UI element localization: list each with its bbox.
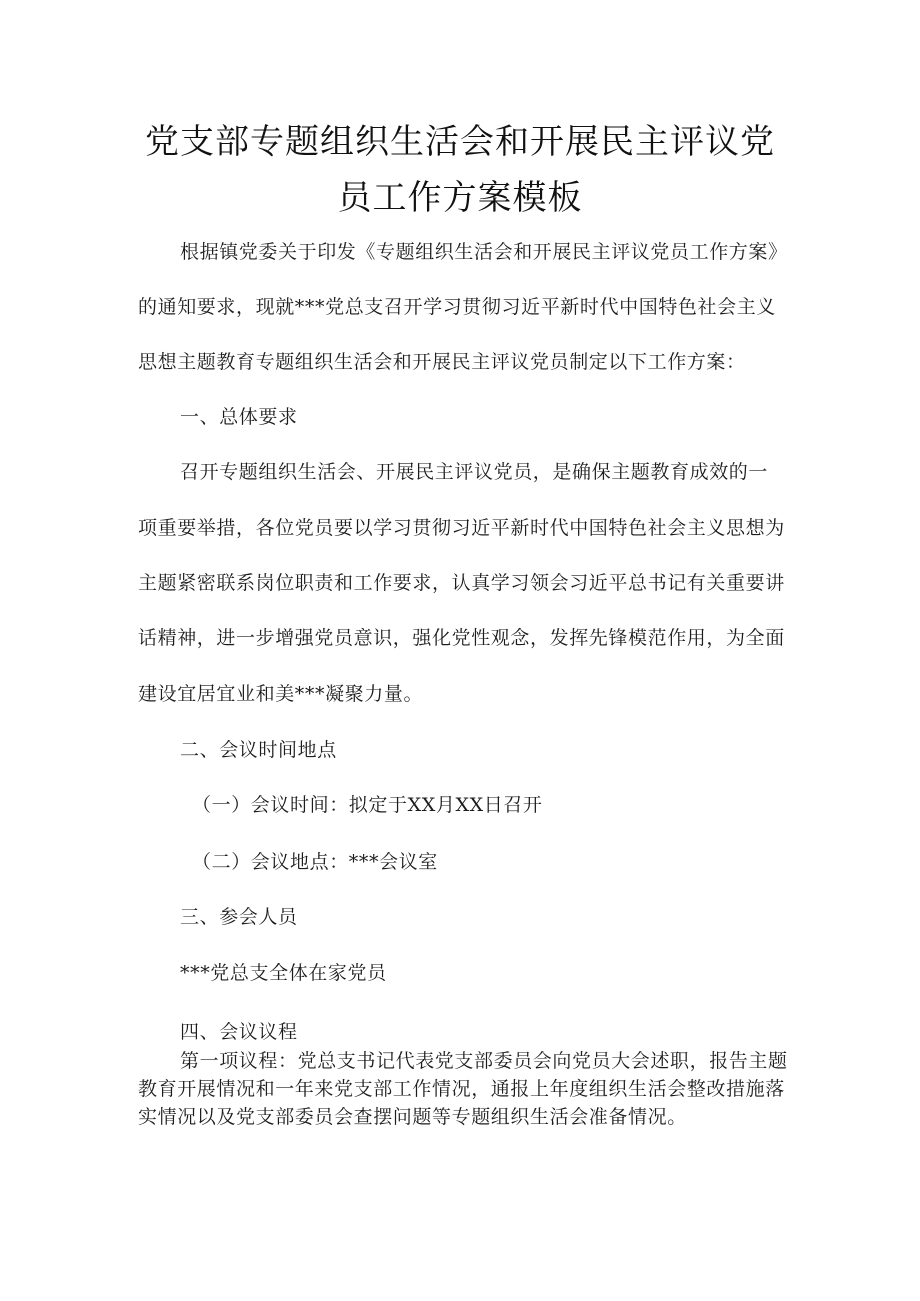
section-1-paragraph-line-4: 话精神，进一步增强党员意识，强化党性观念，发挥先锋模范作用，为全面 — [138, 627, 785, 649]
intro-line-3: 思想主题教育专题组织生活会和开展民主评议党员制定以下工作方案： — [138, 351, 746, 373]
section-1-paragraph-line-3: 主题紧密联系岗位职责和工作要求，认真学习领会习近平总书记有关重要讲 — [138, 572, 785, 594]
section-2-meeting-time: （一）会议时间：拟定于XX月XX日召开 — [192, 794, 543, 816]
section-3-heading: 三、参会人员 — [180, 906, 298, 928]
intro-line-1: 根据镇党委关于印发《专题组织生活会和开展民主评议党员工作方案》 — [180, 241, 788, 263]
document-title-line-2: 员工作方案模板 — [337, 178, 583, 218]
intro-line-2: 的通知要求，现就***党总支召开学习贯彻习近平新时代中国特色社会主义 — [138, 296, 776, 318]
section-2-meeting-place: （二）会议地点：***会议室 — [192, 851, 438, 873]
section-1-heading: 一、总体要求 — [180, 406, 298, 428]
section-1-paragraph-line-1: 召开专题组织生活会、开展民主评议党员，是确保主题教育成效的一 — [180, 461, 769, 483]
section-1-paragraph-line-5: 建设宜居宜业和美***凝聚力量。 — [138, 683, 424, 705]
section-4-agenda-line-1: 第一项议程：党总支书记代表党支部委员会向党员大会述职，报告主题 — [180, 1050, 788, 1072]
section-2-heading: 二、会议时间地点 — [180, 739, 337, 761]
document-title-line-1: 党支部专题组织生活会和开展民主评议党 — [145, 122, 775, 162]
section-4-agenda-line-2: 教育开展情况和一年来党支部工作情况，通报上年度组织生活会整改措施落 — [138, 1078, 785, 1100]
section-1-paragraph-line-2: 项重要举措，各位党员要以学习贯彻习近平新时代中国特色社会主义思想为 — [138, 517, 785, 539]
section-3-attendees: ***党总支全体在家党员 — [180, 962, 387, 984]
section-4-agenda-line-3: 实情况以及党支部委员会查摆问题等专题组织生活会准备情况。 — [138, 1106, 687, 1128]
section-4-heading: 四、会议议程 — [180, 1021, 298, 1043]
